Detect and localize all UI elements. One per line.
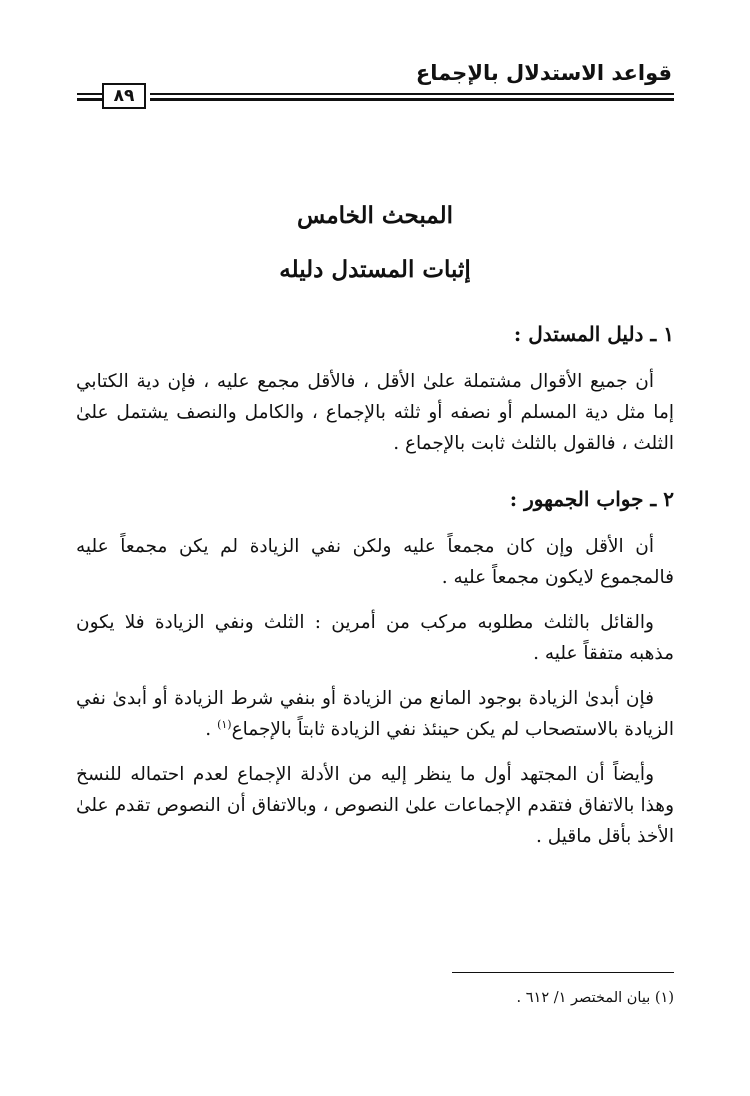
part2-heading: ٢ ـ جواب الجمهور : <box>509 487 674 511</box>
part2-paragraph-3-text: فإن أبدىٰ الزيادة بوجود المانع من الزيادة أو بنفي شرط الزيادة أو أبدىٰ نفي الزيادة بالاستصحاب لم يكن حينئذ نفي الزيادة ثابتاً بالإجماع <box>76 688 674 740</box>
header-rule-top <box>150 93 674 95</box>
section-subtitle: إثبات المستدل دليله <box>279 256 471 283</box>
part2-paragraph-1: أن الأقل وإن كان مجمعاً عليه ولكن نفي الزيادة لم يكن مجمعاً عليه فالمجموع لايكون مجمعاً عليه . <box>76 536 674 588</box>
footnote-marker[interactable]: (١) <box>217 717 232 731</box>
part1-heading: ١ ـ دليل المستدل : <box>513 322 674 346</box>
footnote: (١) بيان المختصر ١/ ٦١٢ . <box>516 990 674 1006</box>
section-title: المبحث الخامس <box>297 202 453 229</box>
running-title: قواعد الاستدلال بالإجماع <box>415 61 672 85</box>
footnote-separator <box>452 972 674 973</box>
header-rule-short-top <box>77 93 102 95</box>
body-text <box>76 316 674 866</box>
part2-paragraph-3 <box>76 683 674 745</box>
part2-paragraph-4: وأيضاً أن المجتهد أول ما ينظر إليه من الأدلة الإجماع لعدم احتماله للنسخ وهذا بالاتفاق فتقدم الإجماعات علىٰ النصوص ، وبالاتفاق أن النصوص تقدم علىٰ الأخذ بأقل ماقيل . <box>76 764 674 847</box>
header-rule-bottom <box>150 98 674 101</box>
part2-paragraph-3-end: . <box>205 719 218 740</box>
header-rule-short-bottom <box>77 98 102 101</box>
page-number: ٨٩ <box>102 83 146 109</box>
part2-paragraph-2: والقائل بالثلث مطلوبه مركب من أمرين : الثلث ونفي الزيادة فلا يكون مذهبه متفقاً عليه . <box>76 612 674 664</box>
part1-paragraph: أن جميع الأقوال مشتملة علىٰ الأقل ، فالأقل مجمع عليه ، فإن دية الكتابي إما مثل دية المسلم أو نصفه أو ثلثه بالإجماع ، والكامل والنصف يشتمل علىٰ الثلث ، فالقول بالثلث ثابت بالإجماع . <box>76 371 674 454</box>
